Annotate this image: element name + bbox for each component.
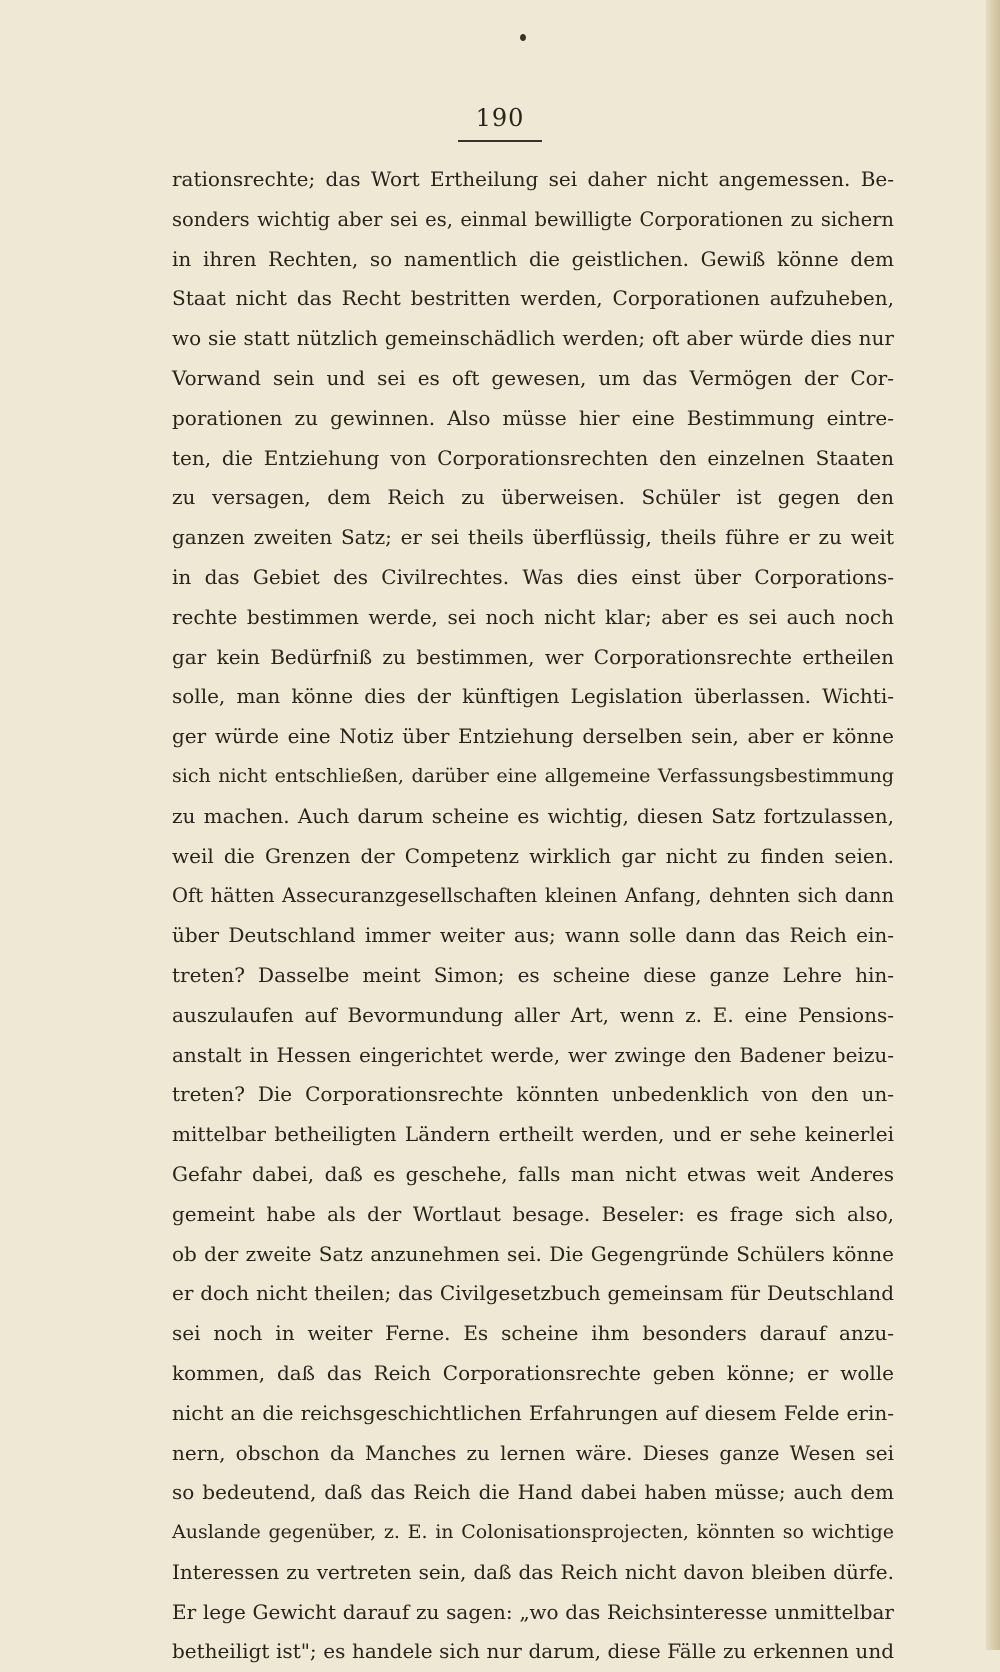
text-line: ob der zweite Satz anzunehmen sei. Die Gegengründe Schülers könne	[172, 1241, 894, 1266]
text-line: auszulaufen auf Bevormundung aller Art, wenn z. E. eine Pensions-	[172, 1002, 894, 1027]
text-line: so bedeutend, daß das Reich die Hand dabei haben müsse; auch dem	[172, 1480, 894, 1505]
text-line: wo sie statt nützlich gemeinschädlich werden; oft aber würde dies nur	[172, 326, 894, 351]
text-line: solle, man könne dies der künftigen Legislation überlassen. Wichti-	[172, 684, 894, 709]
text-line: gar kein Bedürfniß zu bestimmen, wer Corporationsrechte ertheilen	[172, 644, 894, 669]
text-line: ger würde eine Notiz über Entziehung derselben sein, aber er könne	[172, 724, 894, 749]
text-line: sonders wichtig aber sei es, einmal bewilligte Corporationen zu sichern	[172, 207, 894, 231]
text-line: Gefahr dabei, daß es geschehe, falls man nicht etwas weit Anderes	[172, 1161, 894, 1186]
text-line: in das Gebiet des Civilrechtes. Was dies einst über Corporations-	[172, 564, 894, 589]
text-line: rationsrechte; das Wort Ertheilung sei daher nicht angemessen. Be-	[172, 167, 894, 191]
text-line: treten? Dasselbe meint Simon; es scheine diese ganze Lehre hin-	[172, 962, 894, 987]
text-line: nern, obschon da Manches zu lernen wäre. Dieses ganze Wesen sei	[172, 1440, 894, 1465]
text-line: Er lege Gewicht darauf zu sagen: „wo das Reichsinteresse unmittelbar	[172, 1599, 894, 1624]
body-text	[172, 160, 894, 1672]
text-line: in ihren Rechten, so namentlich die geistlichen. Gewiß könne dem	[172, 246, 894, 271]
text-line: ten, die Entziehung von Corporationsrechten den einzelnen Staaten	[172, 445, 894, 470]
text-line: Vorwand sein und sei es oft gewesen, um das Vermögen der Cor-	[172, 365, 894, 390]
page-edge	[986, 0, 1000, 1650]
page-number: 190	[475, 104, 525, 132]
ink-speck	[520, 34, 526, 41]
text-line: ganzen zweiten Satz; er sei theils überflüssig, theils führe er zu weit	[172, 525, 894, 550]
text-line: zu versagen, dem Reich zu überweisen. Schüler ist gegen den	[172, 485, 894, 510]
text-line: treten? Die Corporationsrechte könnten unbedenklich von den un-	[172, 1082, 894, 1107]
text-line: kommen, daß das Reich Corporationsrechte geben könne; er wolle	[172, 1360, 894, 1385]
text-line: sei noch in weiter Ferne. Es scheine ihm besonders darauf anzu-	[172, 1321, 894, 1346]
text-line: porationen zu gewinnen. Also müsse hier eine Bestimmung eintre-	[172, 405, 894, 430]
text-line: nicht an die reichsgeschichtlichen Erfahrungen auf diesem Felde erin-	[172, 1400, 894, 1425]
text-line: Interessen zu vertreten sein, daß das Reich nicht davon bleiben dürfe.	[172, 1559, 894, 1584]
text-line: mittelbar betheiligten Ländern ertheilt werden, und er sehe keinerlei	[172, 1122, 894, 1147]
text-line: weil die Grenzen der Competenz wirklich gar nicht zu finden seien.	[172, 843, 894, 868]
text-line: betheiligt ist"; es handele sich nur darum, diese Fälle zu erkennen und	[172, 1639, 894, 1664]
text-line: Staat nicht das Recht bestritten werden, Corporationen aufzuheben,	[172, 286, 894, 311]
text-line: sich nicht entschließen, darüber eine allgemeine Verfassungsbestimmung	[172, 764, 894, 787]
text-line: Oft hätten Assecuranzgesellschaften kleinen Anfang, dehnten sich dann	[172, 884, 894, 908]
text-line: rechte bestimmen werde, sei noch nicht klar; aber es sei auch noch	[172, 604, 894, 629]
text-line: über Deutschland immer weiter aus; wann solle dann das Reich ein-	[172, 923, 894, 948]
text-line: anstalt in Hessen eingerichtet werde, wer zwinge den Badener beizu-	[172, 1042, 894, 1067]
text-line: zu machen. Auch darum scheine es wichtig, diesen Satz fortzulassen,	[172, 803, 894, 828]
text-line: gemeint habe als der Wortlaut besage. Beseler: es frage sich also,	[172, 1201, 894, 1226]
text-line: Auslande gegenüber, z. E. in Colonisationsprojecten, könnten so wichtige	[172, 1521, 894, 1544]
text-line: er doch nicht theilen; das Civilgesetzbuch gemeinsam für Deutschland	[172, 1281, 894, 1306]
header-rule	[458, 140, 542, 142]
